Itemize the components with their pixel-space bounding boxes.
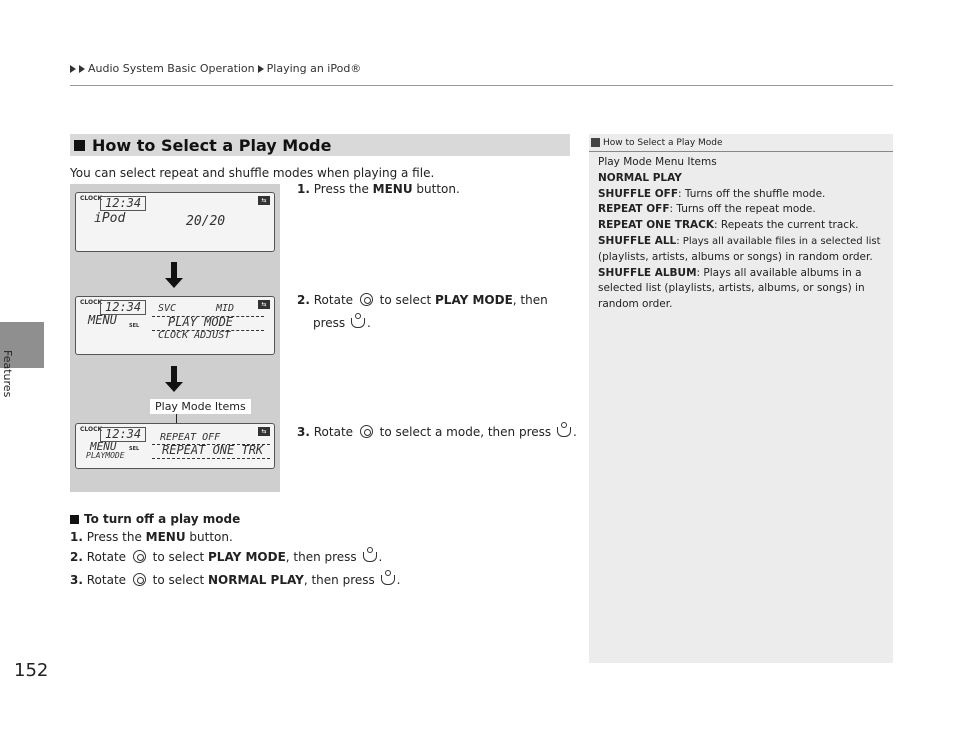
sel-knob-icon: SEL	[129, 323, 140, 329]
play-mode-label: PLAY MODE	[435, 293, 513, 307]
step-text: to select a mode, then press	[375, 425, 555, 439]
step-text: Press the	[86, 530, 146, 544]
down-arrow-icon	[166, 366, 182, 392]
chapter-label: Features	[1, 350, 14, 398]
play-mode-items-callout: Play Mode Items	[150, 399, 251, 414]
item-term: SHUFFLE OFF	[598, 187, 679, 200]
item-desc: : Repeats the current track.	[714, 219, 859, 232]
selector-knob-icon	[133, 573, 146, 586]
item-desc: : Turns off the shuffle mode.	[678, 187, 826, 200]
step-text: Rotate	[313, 425, 357, 439]
step-number: 3.	[70, 573, 83, 587]
lcd-display-2	[75, 296, 275, 355]
step-text: press	[313, 316, 349, 330]
step-2-continued: press .	[313, 316, 371, 330]
track-number: 20/20	[186, 214, 226, 229]
selector-knob-icon	[133, 550, 146, 563]
down-arrow-icon	[166, 262, 182, 288]
step-text: to select	[375, 293, 436, 307]
clock-tag: CLOCK	[80, 299, 103, 306]
mode-label: MENU	[90, 440, 117, 453]
menu-item-clock-adjust: CLOCK ADJUST	[158, 330, 231, 341]
breadcrumb-arrow-icon	[70, 65, 76, 73]
turn-off-title: To turn off a play mode	[84, 512, 241, 526]
step-number: 2.	[70, 550, 83, 564]
sel-knob-icon: SEL	[129, 446, 140, 452]
header-rule	[70, 85, 893, 86]
step-text: , then	[512, 293, 548, 307]
sidebar-item	[598, 202, 888, 218]
lcd-display-3	[75, 423, 275, 469]
item-term: SHUFFLE ALL	[598, 234, 677, 247]
item-desc-cont: random order.	[598, 298, 673, 311]
breadcrumb-arrow-icon	[79, 65, 85, 73]
step-3: 3. Rotate to select a mode, then press .	[297, 425, 577, 439]
sidebar-item	[598, 266, 888, 282]
source-label: iPod	[94, 211, 126, 226]
note-icon	[591, 138, 600, 147]
section-title: How to Select a Play Mode	[92, 135, 332, 155]
sidebar-item	[598, 187, 888, 203]
step-text: button.	[185, 530, 233, 544]
step-text: Press the	[313, 182, 373, 196]
item-term: REPEAT OFF	[598, 203, 670, 216]
clock-time: 12:34	[100, 196, 146, 211]
step-text: to select	[148, 550, 209, 564]
press-knob-icon	[557, 427, 571, 437]
step-text: , then press	[285, 550, 361, 564]
sidebar-item	[598, 234, 888, 250]
page-number: 152	[14, 660, 49, 681]
step-text: , then press	[303, 573, 379, 587]
sidebar-body	[598, 155, 888, 313]
usb-icon: ⇆	[258, 196, 270, 205]
item-desc: : Turns off the repeat mode.	[669, 203, 816, 216]
press-knob-icon	[363, 552, 377, 562]
sidebar-header	[589, 134, 893, 152]
normal-play-label: NORMAL PLAY	[208, 573, 304, 587]
usb-icon: ⇆	[258, 427, 270, 436]
menu-item-svc: SVC	[158, 303, 177, 314]
clock-tag: CLOCK	[80, 426, 103, 433]
step-text: Rotate	[86, 550, 130, 564]
step-number: 1.	[297, 182, 310, 196]
item-term: NORMAL PLAY	[598, 171, 682, 184]
square-bullet-icon	[70, 515, 79, 524]
lcd-display-1	[75, 192, 275, 252]
square-bullet-icon	[74, 140, 85, 151]
press-knob-icon	[381, 575, 395, 585]
item-desc-cont: (playlists, artists, albums or songs) in random order.	[598, 250, 873, 263]
step-text: to select	[148, 573, 209, 587]
turn-off-step-2: 2. Rotate to select PLAY MODE, then press .	[70, 550, 383, 564]
breadcrumb-link-audio-basic[interactable]: Audio System Basic Operation	[88, 62, 255, 75]
submode-label: PLAYMODE	[86, 451, 125, 460]
sidebar-item	[598, 171, 888, 187]
sidebar-title: How to Select a Play Mode	[603, 137, 723, 148]
step-number: 1.	[70, 530, 83, 544]
mode-label: MENU	[88, 313, 117, 327]
press-knob-icon	[351, 318, 365, 328]
step-text: Rotate	[86, 573, 130, 587]
step-number: 2.	[297, 293, 310, 307]
item-term: SHUFFLE ALBUM	[598, 266, 697, 279]
menu-item-play-mode: PLAY MODE	[168, 315, 234, 329]
menu-button-label: MENU	[372, 182, 413, 196]
clock-tag: CLOCK	[80, 195, 103, 202]
turn-off-heading	[70, 512, 240, 526]
selector-knob-icon	[360, 425, 373, 438]
menu-button-label: MENU	[145, 530, 186, 544]
item-desc: : Plays all available albums in a	[696, 266, 862, 279]
menu-item-mid: MID	[216, 303, 235, 314]
selector-knob-icon	[360, 293, 373, 306]
section-header	[70, 134, 570, 156]
clock-time: 12:34	[100, 300, 146, 315]
item-term: REPEAT ONE TRACK	[598, 219, 715, 232]
usb-icon: ⇆	[258, 300, 270, 309]
sidebar-heading: Play Mode Menu Items	[598, 156, 717, 168]
breadcrumb	[70, 62, 361, 75]
item-desc-cont: selected list (playlists, artists, albums, or songs) in	[598, 282, 865, 295]
breadcrumb-arrow-icon	[258, 65, 264, 73]
menu-item-repeat-one-trk: REPEAT ONE TRK	[162, 443, 264, 457]
step-1	[297, 182, 460, 196]
step-2	[297, 293, 548, 307]
clock-time: 12:34	[100, 427, 146, 442]
turn-off-step-1	[70, 530, 233, 544]
sidebar-item	[598, 218, 888, 234]
step-number: 3.	[297, 425, 310, 439]
play-mode-label: PLAY MODE	[208, 550, 286, 564]
menu-item-repeat-off: REPEAT OFF	[160, 432, 221, 443]
item-desc: : Plays all available files in a selected list	[676, 235, 881, 247]
step-text: Rotate	[313, 293, 357, 307]
turn-off-step-3: 3. Rotate to select NORMAL PLAY, then press .	[70, 573, 401, 587]
step-text: button.	[412, 182, 460, 196]
section-intro: You can select repeat and shuffle modes when playing a file.	[70, 166, 435, 180]
breadcrumb-current[interactable]: Playing an iPod®	[266, 62, 362, 75]
